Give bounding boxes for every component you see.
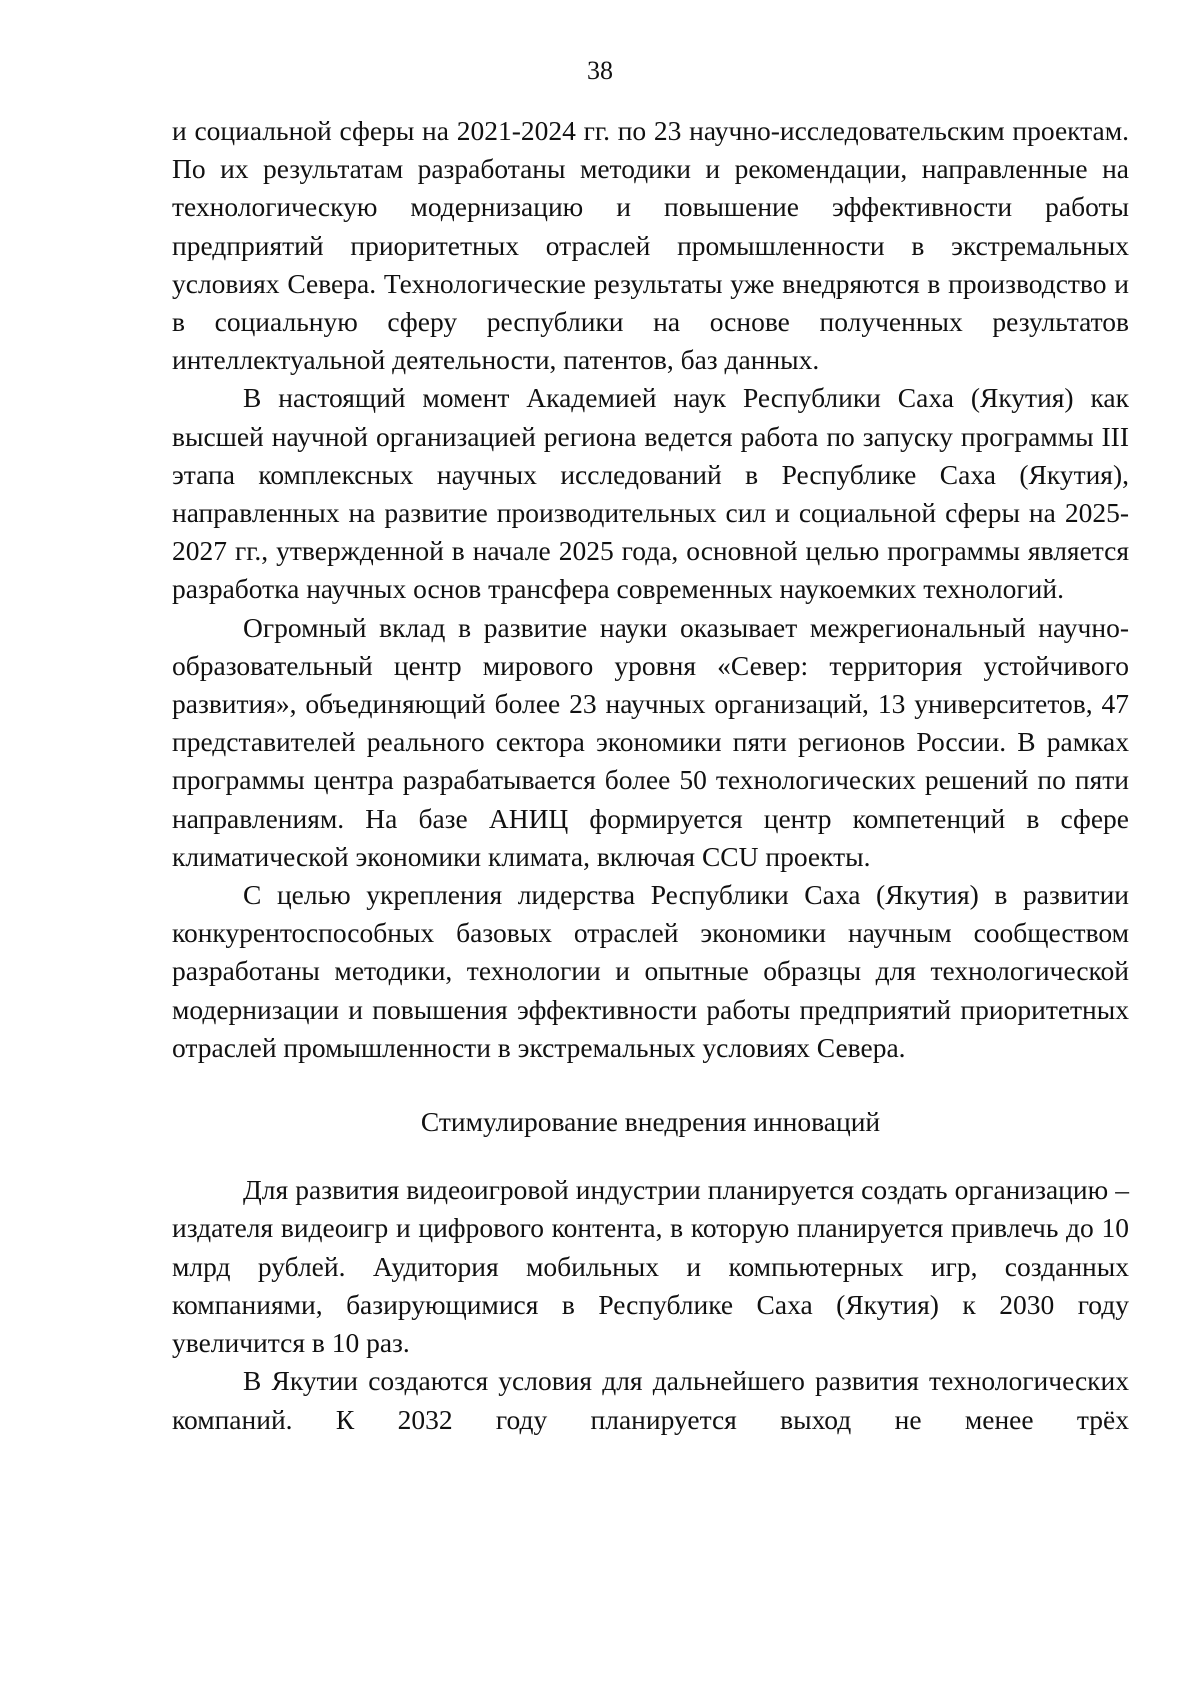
paragraph-continuation: и социальной сферы на 2021-2024 гг. по 23 научно-исследовательским проектам. По их результатам разработаны методики и рекомендации, направленные на технологическую модернизацию и повышение эффективности работы предприятий приоритетных отраслей промышленности в экстремальных условиях Севера. Технологические результаты уже внедряются в производство и в социальную сферу республики на основе полученных результатов интеллектуальной деятельности, патентов, баз данных. [172, 115, 1129, 376]
paragraph-sever-center: Огромный вклад в развитие науки оказывает межрегиональный научно-образовательный центр мирового уровня «Север: территория устойчивого развития», объединяющий более 23 научных организаций, 13 университетов, 47 представителей реального сектора экономики пяти регионов России. В рамках программы центра разрабатывается более 50 технологических решений по пяти направлениям. На базе АНИЦ формируется центр компетенций в сфере климатической экономики климата, включая CCU проекты. [172, 611, 1129, 872]
paragraph-leadership: С целью укрепления лидерства Республики Саха (Якутия) в развитии конкурентоспособных базовых отраслей экономики научным сообществом разработаны методики, технологии и опытные образцы для технологической модернизации и повышения эффективности работы предприятий приоритетных отраслей промышленности в экстремальных условиях Севера. [172, 879, 1129, 1063]
paragraph-academy-of-sciences: В настоящий момент Академией наук Республики Саха (Якутия) как высшей научной организацией региона ведется работа по запуску программы III этапа комплексных научных исследований в Республике Саха (Якутия), направленных на развитие производительных сил и социальной сферы на 2025-2027 гг., утвержденной в начале 2025 года, основной целью программы является разработка научных основ трансфера современных наукоемких технологий. [172, 382, 1129, 605]
section-heading: Стимулирование внедрения инноваций [420, 1106, 881, 1138]
paragraph-tech-companies: В Якутии создаются условия для дальнейшего развития технологических компаний. К 2032 году планируется выход не менее трёх [172, 1365, 1129, 1435]
document-body [172, 112, 1129, 1439]
page-number: 38 [587, 56, 613, 85]
paragraph-video-games: Для развития видеоигровой индустрии планируется создать организацию – издателя видеоигр и цифрового контента, в которую планируется привлечь до 10 млрд рублей. Аудитория мобильных и компьютерных игр, созданных компаниями, базирующимися в Республике Саха (Якутия) к 2030 году увеличится в 10 раз. [172, 1174, 1129, 1359]
